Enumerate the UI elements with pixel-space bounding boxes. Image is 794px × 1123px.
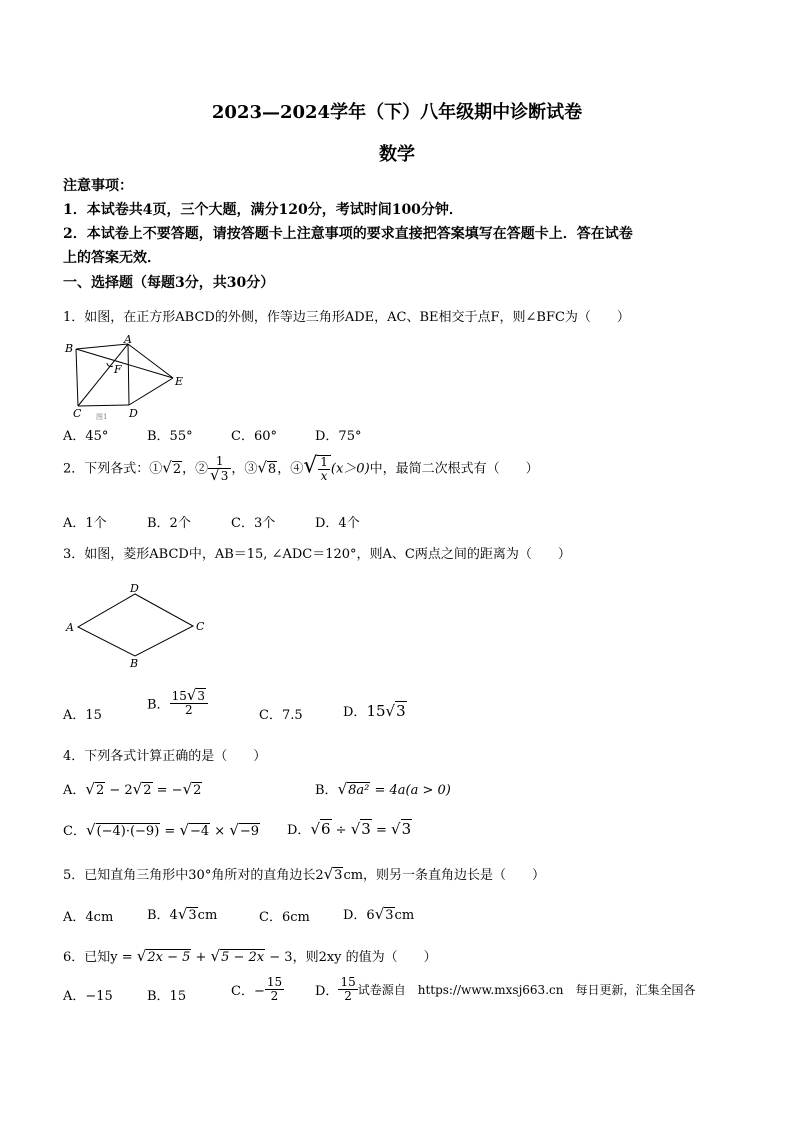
note-2-line2: 上的答案无效． xyxy=(63,250,161,266)
q6-option-d: D． $\frac{15}{2}$ 试卷源自 https://www.mxsj663.cn 每日更新，汇集全国各 xyxy=(315,975,696,1003)
section-1-heading: 一、选择题（每题3分，共30分） xyxy=(63,275,275,291)
q2-frac-num: 1 xyxy=(208,455,231,469)
q4d-root-icon: √ xyxy=(391,820,401,838)
q1-label-d: D xyxy=(129,407,138,420)
q2-r3: 8 xyxy=(267,461,277,477)
q3-figure xyxy=(63,580,213,670)
q4c-root-icon: √ xyxy=(179,821,189,839)
q3-option-d: D．15√3 xyxy=(343,702,406,720)
q1-edge-de xyxy=(129,378,173,405)
q5-option-d: D．6√3cm xyxy=(343,905,415,923)
q3-option-c: C．7.5 xyxy=(259,708,303,723)
q1-label-c: C xyxy=(73,407,82,420)
q2-sep2: ，② xyxy=(182,461,209,477)
q2-root-icon: √ xyxy=(303,453,318,479)
q5d-root-icon: √ xyxy=(374,905,385,923)
q2-r1: 2 xyxy=(172,461,182,477)
q6-option-c: C．− $\frac{15}{2}$ xyxy=(231,975,283,1003)
q1-edge-ba xyxy=(76,344,128,349)
q4-option-a: A．√2 − 2√2 = −√2 xyxy=(63,780,202,798)
q4-text: 4．下列各式计算正确的是（ ） xyxy=(63,749,267,764)
q4a-root-icon: √ xyxy=(85,780,95,798)
notes-heading: 注意事项： xyxy=(63,178,133,194)
q1-option-d: D．75° xyxy=(315,429,362,444)
q1-option-c: C．60° xyxy=(231,429,277,444)
q3-label-b: B xyxy=(130,657,139,670)
q6-option-b: B．15 xyxy=(147,989,187,1004)
exam-title: 2023—2024学年（下）八年级期中诊断试卷 xyxy=(211,102,583,123)
q2-option-b: B．2个 xyxy=(147,516,191,531)
q2-prefix: 2．下列各式：① xyxy=(63,461,163,477)
q2-root-icon: √ xyxy=(162,458,172,477)
q3-label-c: C xyxy=(196,620,205,633)
source-footer: 试卷源自 https://www.mxsj663.cn 每日更新，汇集全国各 xyxy=(357,983,696,997)
q1-figure xyxy=(63,333,203,421)
q3-option-a: A．15 xyxy=(63,708,102,723)
q4d-root-icon: √ xyxy=(350,820,361,838)
q5-root-icon: √ xyxy=(323,865,334,883)
q1-label-e: E xyxy=(175,375,184,388)
q2-r4: $\frac{1}{x}$ xyxy=(317,455,331,483)
q2-frac xyxy=(208,455,231,483)
q6-text: 6．已知y = √2x − 5 + √5 − 2x − 3，则2xy 的值为（ ） xyxy=(63,947,437,965)
q2-option-a: A．1个 xyxy=(63,516,107,531)
q5-option-a: A．4cm xyxy=(63,910,114,925)
q1-edge-ae xyxy=(128,344,173,378)
q4a-root-icon: √ xyxy=(132,780,143,798)
q5-option-b: B．4√3cm xyxy=(147,905,218,923)
q1-option-a: A．45° xyxy=(63,429,109,444)
q6-root-icon: √ xyxy=(210,947,221,965)
q4d-root-icon: √ xyxy=(310,820,320,838)
subject-title: 数学 xyxy=(379,144,415,165)
q2-sep4: ，④ xyxy=(277,461,304,477)
q4a-root-icon: √ xyxy=(182,780,193,798)
q1-label-a: A xyxy=(124,333,132,346)
q4c-root-icon: √ xyxy=(85,821,96,839)
q4-option-d: D．√6 ÷ √3 = √3 xyxy=(287,820,412,838)
q2-option-d: D．4个 xyxy=(315,516,360,531)
q2-frac-den: √3 xyxy=(210,466,229,484)
q1-edge-be xyxy=(76,349,173,378)
q2-text xyxy=(63,455,539,483)
q4c-root-icon: √ xyxy=(229,821,239,839)
q2-cond: (x＞0) xyxy=(330,461,370,477)
q5b-root-icon: √ xyxy=(177,905,188,923)
q2-option-c: C．3个 xyxy=(231,516,276,531)
q3d-root-icon: √ xyxy=(385,702,396,720)
q2-root-icon: √ xyxy=(257,458,267,477)
q1-label-f: F xyxy=(114,363,122,376)
q2-suffix: 中，最简二次根式有（ ） xyxy=(369,461,539,477)
q6-root-icon: √ xyxy=(136,947,147,965)
q3-option-b: B． $\frac{15√3}{2}$ xyxy=(147,689,208,717)
q4b-root-icon: √ xyxy=(337,780,348,798)
q3b-root-icon: √ xyxy=(186,686,197,704)
q2-sep3: ，③ xyxy=(231,461,258,477)
q1-option-b: B．55° xyxy=(147,429,193,444)
q1-edge-bc xyxy=(76,349,78,406)
q3-rhombus xyxy=(78,594,193,656)
q2-root-icon: √ xyxy=(210,466,220,484)
q6-option-a: A．−15 xyxy=(63,989,113,1004)
q1-edge-cd xyxy=(78,405,129,406)
q1-edge-ad xyxy=(128,344,129,405)
q5-text: 5．已知直角三角形中30°角所对的直角边长2√3cm，则另一条直角边长是（ ） xyxy=(63,865,546,883)
q3-label-a: A xyxy=(66,621,74,634)
q3-label-d: D xyxy=(130,582,139,595)
q5-option-c: C．6cm xyxy=(259,910,310,925)
q4-option-c: C．√(−4)·(−9) = √−4 × √−9 xyxy=(63,821,260,839)
q4-option-b: B．√8a² = 4a(a > 0) xyxy=(315,780,451,798)
note-1: 1．本试卷共4页，三个大题，满分120分，考试时间100分钟． xyxy=(63,202,463,218)
q3-text: 3．如图，菱形ABCD中，AB＝15, ∠ADC＝120°，则A、C两点之间的距离为（ ） xyxy=(63,547,571,562)
note-2-line1: 2．本试卷上不要答题，请按答题卡上注意事项的要求直接把答案填写在答题卡上．答在试卷 xyxy=(63,226,633,242)
q1-label-b: B xyxy=(65,342,74,355)
q1-figure-caption: 图1 xyxy=(96,413,108,421)
q1-text: 1．如图，在正方形ABCD的外侧，作等边三角形ADE，AC、BE相交于点F，则∠BFC为（ ） xyxy=(63,310,630,325)
